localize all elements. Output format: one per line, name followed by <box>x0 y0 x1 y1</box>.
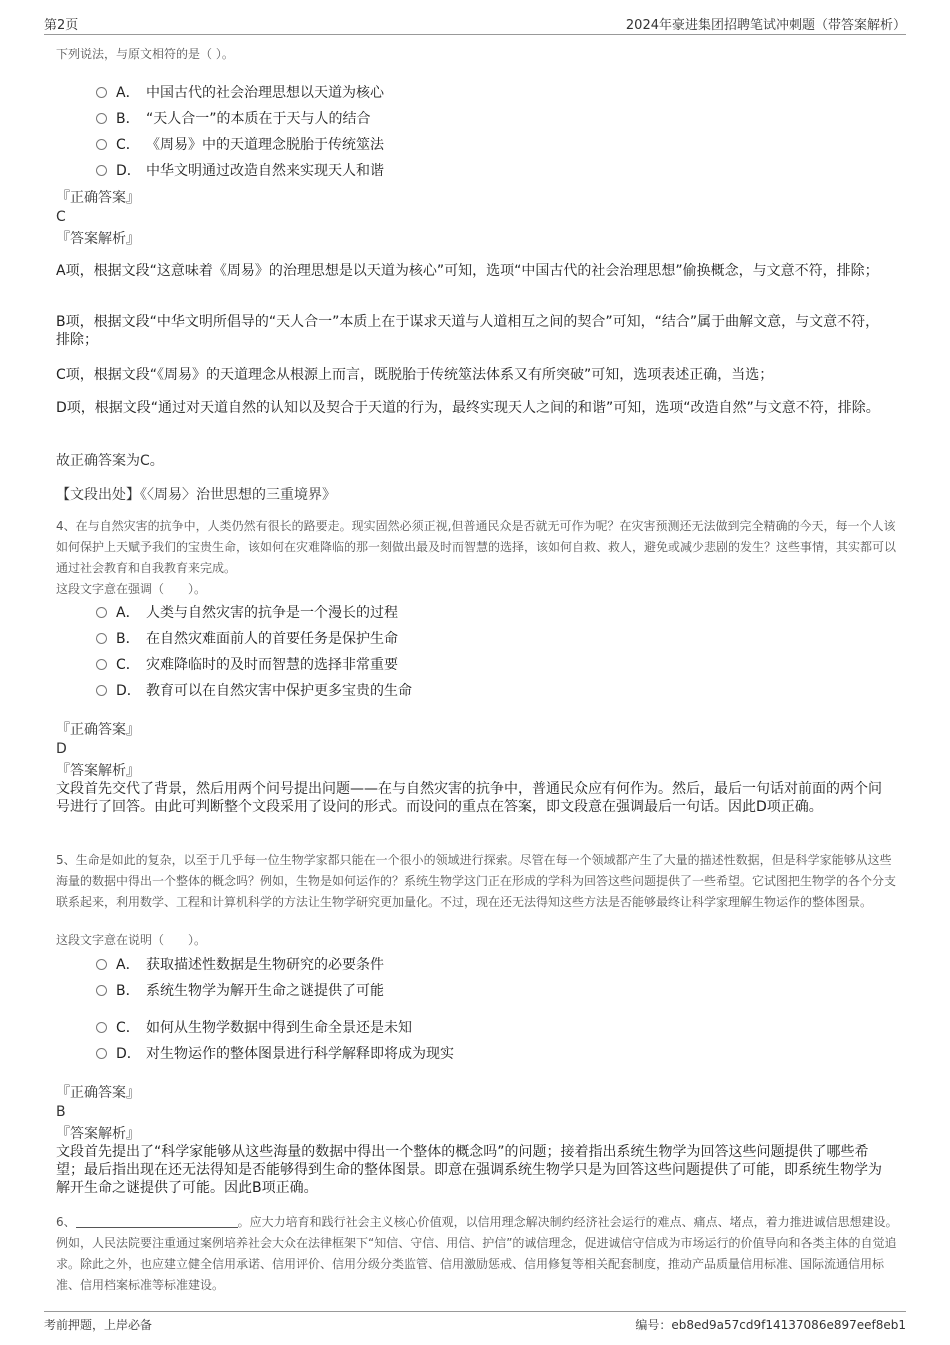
q6-number: 6、 <box>56 1215 76 1229</box>
q3-option-a[interactable]: A． 中国古代的社会治理思想以天道为核心 <box>96 82 384 102</box>
q6-blank[interactable] <box>76 1213 238 1228</box>
q3-answer: C <box>56 209 66 225</box>
q3-analysis-label: 『答案解析』 <box>56 231 140 247</box>
radio-icon[interactable] <box>96 113 107 124</box>
radio-icon[interactable] <box>96 633 107 644</box>
q5-option-d[interactable]: D． 对生物运作的整体图景进行科学解释即将成为现实 <box>96 1043 454 1063</box>
q4-option-a[interactable]: A． 人类与自然灾害的抗争是一个漫长的过程 <box>96 602 398 622</box>
q3-option-b[interactable]: B． “天人合一”的本质在于天与人的结合 <box>96 108 371 128</box>
q3-analysis-c: C项，根据文段“《周易》的天道理念从根源上而言，既脱胎于传统筮法体系又有所突破”可知，选项表述正确，当选； <box>56 367 774 383</box>
q3-option-c[interactable]: C． 《周易》中的天道理念脱胎于传统筮法 <box>96 134 384 154</box>
q3-source: 【文段出处】《〈周易〉治世思想的三重境界》 <box>56 487 336 503</box>
q4-answer-label: 『正确答案』 <box>56 722 140 738</box>
q5-prompt: 这段文字意在说明（ ）。 <box>56 933 207 947</box>
footer-slogan: 考前押题，上岸必备 <box>44 1318 153 1332</box>
q3-analysis-b: B项，根据文段“中华文明所倡导的“天人合一”本质上在于谋求天道与人道相互之间的契合”可知，“结合”属于曲解文意，与文意不符，排除； <box>56 314 880 348</box>
q3-option-d[interactable]: D． 中华文明通过改造自然来实现天人和谐 <box>96 160 384 180</box>
q4-stem: 4、在与自然灾害的抗争中，人类仍然有很长的路要走。现实固然必须正视,但普通民众是否就无可作为呢？在灾害预测还无法做到完全精确的今天，每一个人该如何保护上天赋予我们的宝贵生命，该如何在灾难降临的那一刻做出最及时而智慧的选择，该如何自救、救人，避免或减少悲剧的发生？这些事情，其实都可以通过社会教育和自我教育来完成。 <box>56 519 897 575</box>
q5-option-c[interactable]: C． 如何从生物学数据中得到生命全景还是未知 <box>96 1017 412 1037</box>
q3-conclusion: 故正确答案为C。 <box>56 453 164 469</box>
page-footer <box>44 1311 906 1332</box>
q3-analysis-a: A项，根据文段“这意味着《周易》的治理思想是以天道为核心”可知，选项“中国古代的社会治理思想”偷换概念，与文意不符，排除； <box>56 263 879 279</box>
radio-icon[interactable] <box>96 607 107 618</box>
q4-analysis-label: 『答案解析』 <box>56 763 140 779</box>
q5-stem: 5、生命是如此的复杂，以至于几乎每一位生物学家都只能在一个很小的领域进行探索。尽管在每一个领域都产生了大量的描述性数据，但是科学家能够从这些海量的数据中得出一个整体的概念吗？例如，生物是如何运作的？系统生物学这门正在形成的学科为回答这些问题提供了一些希望。它试图把生物学的各个分支联系起来，利用数学、工程和计算机科学的方法让生物学研究更加量化。不过，现在还无法得知这些方法是否能够最终让科学家理解生物运作的整体图景。 <box>56 853 897 909</box>
radio-icon[interactable] <box>96 139 107 150</box>
q6-stem <box>56 1212 900 1296</box>
page-header <box>44 14 906 35</box>
q4-option-b[interactable]: B． 在自然灾难面前人的首要任务是保护生命 <box>96 628 398 648</box>
q5-answer: B <box>56 1104 66 1120</box>
radio-icon[interactable] <box>96 985 107 996</box>
q3-analysis-d: D项，根据文段“通过对天道自然的认知以及契合于天道的行为，最终实现天人之间的和谐”可知，选项“改造自然”与文意不符，排除。 <box>56 400 880 416</box>
q4-option-d[interactable]: D． 教育可以在自然灾害中保护更多宝贵的生命 <box>96 680 412 700</box>
q4-prompt: 这段文字意在强调（ ）。 <box>56 582 207 596</box>
q5-option-a[interactable]: A． 获取描述性数据是生物研究的必要条件 <box>96 954 384 974</box>
radio-icon[interactable] <box>96 165 107 176</box>
q5-option-b[interactable]: B． 系统生物学为解开生命之谜提供了可能 <box>96 980 384 1000</box>
q6-text: 。应大力培育和践行社会主义核心价值观，以信用理念解决制约经济社会运行的难点、痛点、堵点，着力推进诚信思想建设。例如，人民法院要注重通过案例培养社会大众在法律框架下“知信、守信、用信、护信”的诚信理念，促进诚信守信成为市场运行的价值导向和各类主体的自觉追求。除此之外，也应建立健全信用承诺、信用评价、信用分级分类监管、信用激励惩戒、信用修复等相关配套制度，推动产品质量信用标准、国际流通信用标准、信用档案标准等标准建设。 <box>56 1215 898 1292</box>
q5-analysis-label: 『答案解析』 <box>56 1126 140 1142</box>
radio-icon[interactable] <box>96 685 107 696</box>
q3-prompt: 下列说法，与原文相符的是（ ）。 <box>56 47 234 61</box>
q4-option-c[interactable]: C． 灾难降临时的及时而智慧的选择非常重要 <box>96 654 398 674</box>
page-number: 第2页 <box>44 18 79 33</box>
radio-icon[interactable] <box>96 1048 107 1059</box>
q4-answer: D <box>56 741 67 757</box>
radio-icon[interactable] <box>96 87 107 98</box>
q5-analysis: 文段首先提出了“科学家能够从这些海量的数据中得出一个整体的概念吗”的问题；接着指出系统生物学为回答这些问题提供了哪些希望；最后指出现在还无法得知是否能够得到生命的整体图景。即意在强调系统生物学只是为回答这些问题提供了可能，即系统生物学为解开生命之谜提供了可能。因此B项正确。 <box>56 1144 882 1196</box>
radio-icon[interactable] <box>96 1022 107 1033</box>
radio-icon[interactable] <box>96 659 107 670</box>
q4-analysis: 文段首先交代了背景，然后用两个问号提出问题——在与自然灾害的抗争中，普通民众应有何作为。然后，最后一句话对前面的两个问号进行了回答。由此可判断整个文段采用了设问的形式。而设问的重点在答案，即文段意在强调最后一句话。因此D项正确。 <box>56 781 882 815</box>
q3-answer-label: 『正确答案』 <box>56 190 140 206</box>
q5-answer-label: 『正确答案』 <box>56 1085 140 1101</box>
radio-icon[interactable] <box>96 959 107 970</box>
document-code: 编号：eb8ed9a57cd9f14137086e897eef8eb1 <box>635 1318 906 1332</box>
document-title: 2024年豪进集团招聘笔试冲刺题（带答案解析） <box>625 18 906 33</box>
